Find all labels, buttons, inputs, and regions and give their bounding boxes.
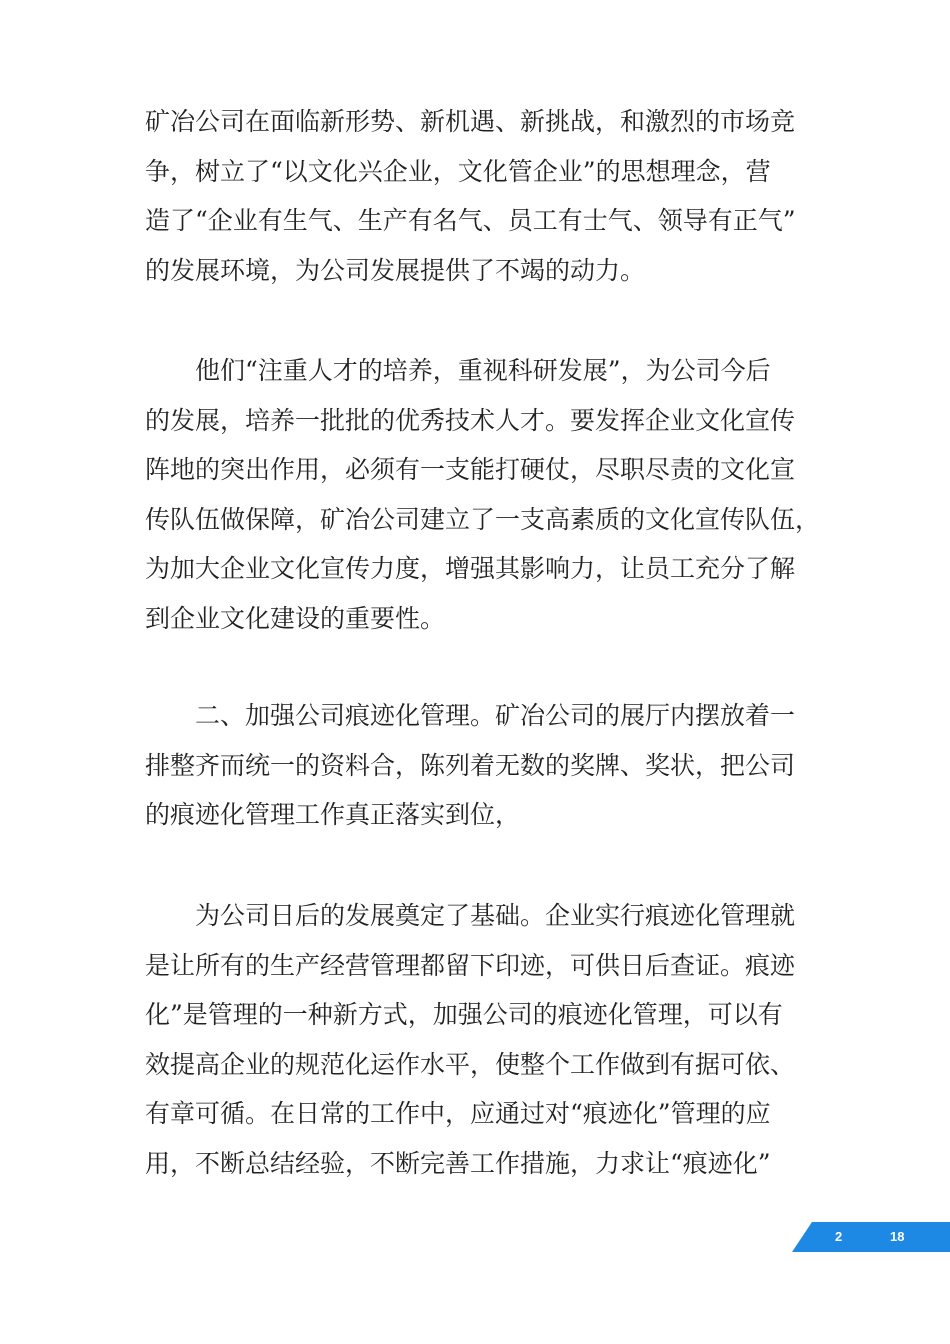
text-line: 的痕迹化管理工作真正落实到位，	[145, 800, 521, 829]
text-line: 的发展，培养一批批的优秀技术人才。要发挥企业文化宣传	[145, 405, 796, 435]
text-line: 排整齐而统一的资料合，陈列着无数的奖牌、奖状，把公司	[145, 750, 796, 780]
paragraph	[145, 691, 795, 840]
text-line: 二、加强公司痕迹化管理。矿冶公司的展厅内摆放着一	[195, 701, 796, 730]
text-line: 为加大企业文化宣传力度，增强其影响力，让员工充分了解	[145, 554, 796, 583]
text-line: 是让所有的生产经营管理都留下印迹，可供日后查证。痕迹	[145, 950, 796, 980]
text-line: 他们“注重人才的培养，重视科研发展”，为公司今后	[195, 356, 771, 385]
paragraph	[145, 346, 820, 643]
text-line: 争，树立了“以文化兴企业，文化管企业”的思想理念，营	[145, 156, 771, 186]
text-line: 到企业文化建设的重要性。	[145, 603, 446, 633]
text-line: 传队伍做保障，矿冶公司建立了一支高素质的文化宣传队伍，	[145, 504, 821, 534]
text-line: 的发展环境，为公司发展提供了不竭的动力。	[145, 255, 646, 285]
text-line: 造了“企业有生气、生产有名气、员工有士气、领导有正气”	[145, 206, 796, 235]
footer-band	[792, 1222, 950, 1252]
text-line: 效提高企业的规范化运作水平，使整个工作做到有据可依、	[145, 1049, 796, 1079]
paragraph	[145, 97, 796, 295]
text-line: 矿冶公司在面临新形势、新机遇、新挑战，和激烈的市场竞	[145, 107, 796, 136]
text-line: 阵地的突出作用，必须有一支能打硬仗，尽职尽责的文化宣	[145, 455, 796, 484]
paragraph	[145, 891, 795, 1188]
text-line: 化”是管理的一种新方式，加强公司的痕迹化管理，可以有	[145, 1000, 783, 1029]
page-number: 2	[835, 1229, 843, 1244]
text-line: 为公司日后的发展奠定了基础。企业实行痕迹化管理就	[195, 901, 796, 930]
page-total: 18	[890, 1229, 905, 1244]
page-footer	[792, 1222, 950, 1252]
text-line: 有章可循。在日常的工作中，应通过对“痕迹化”管理的应	[145, 1099, 771, 1128]
text-line: 用，不断总结经验，不断完善工作措施，力求让“痕迹化”	[145, 1148, 771, 1178]
